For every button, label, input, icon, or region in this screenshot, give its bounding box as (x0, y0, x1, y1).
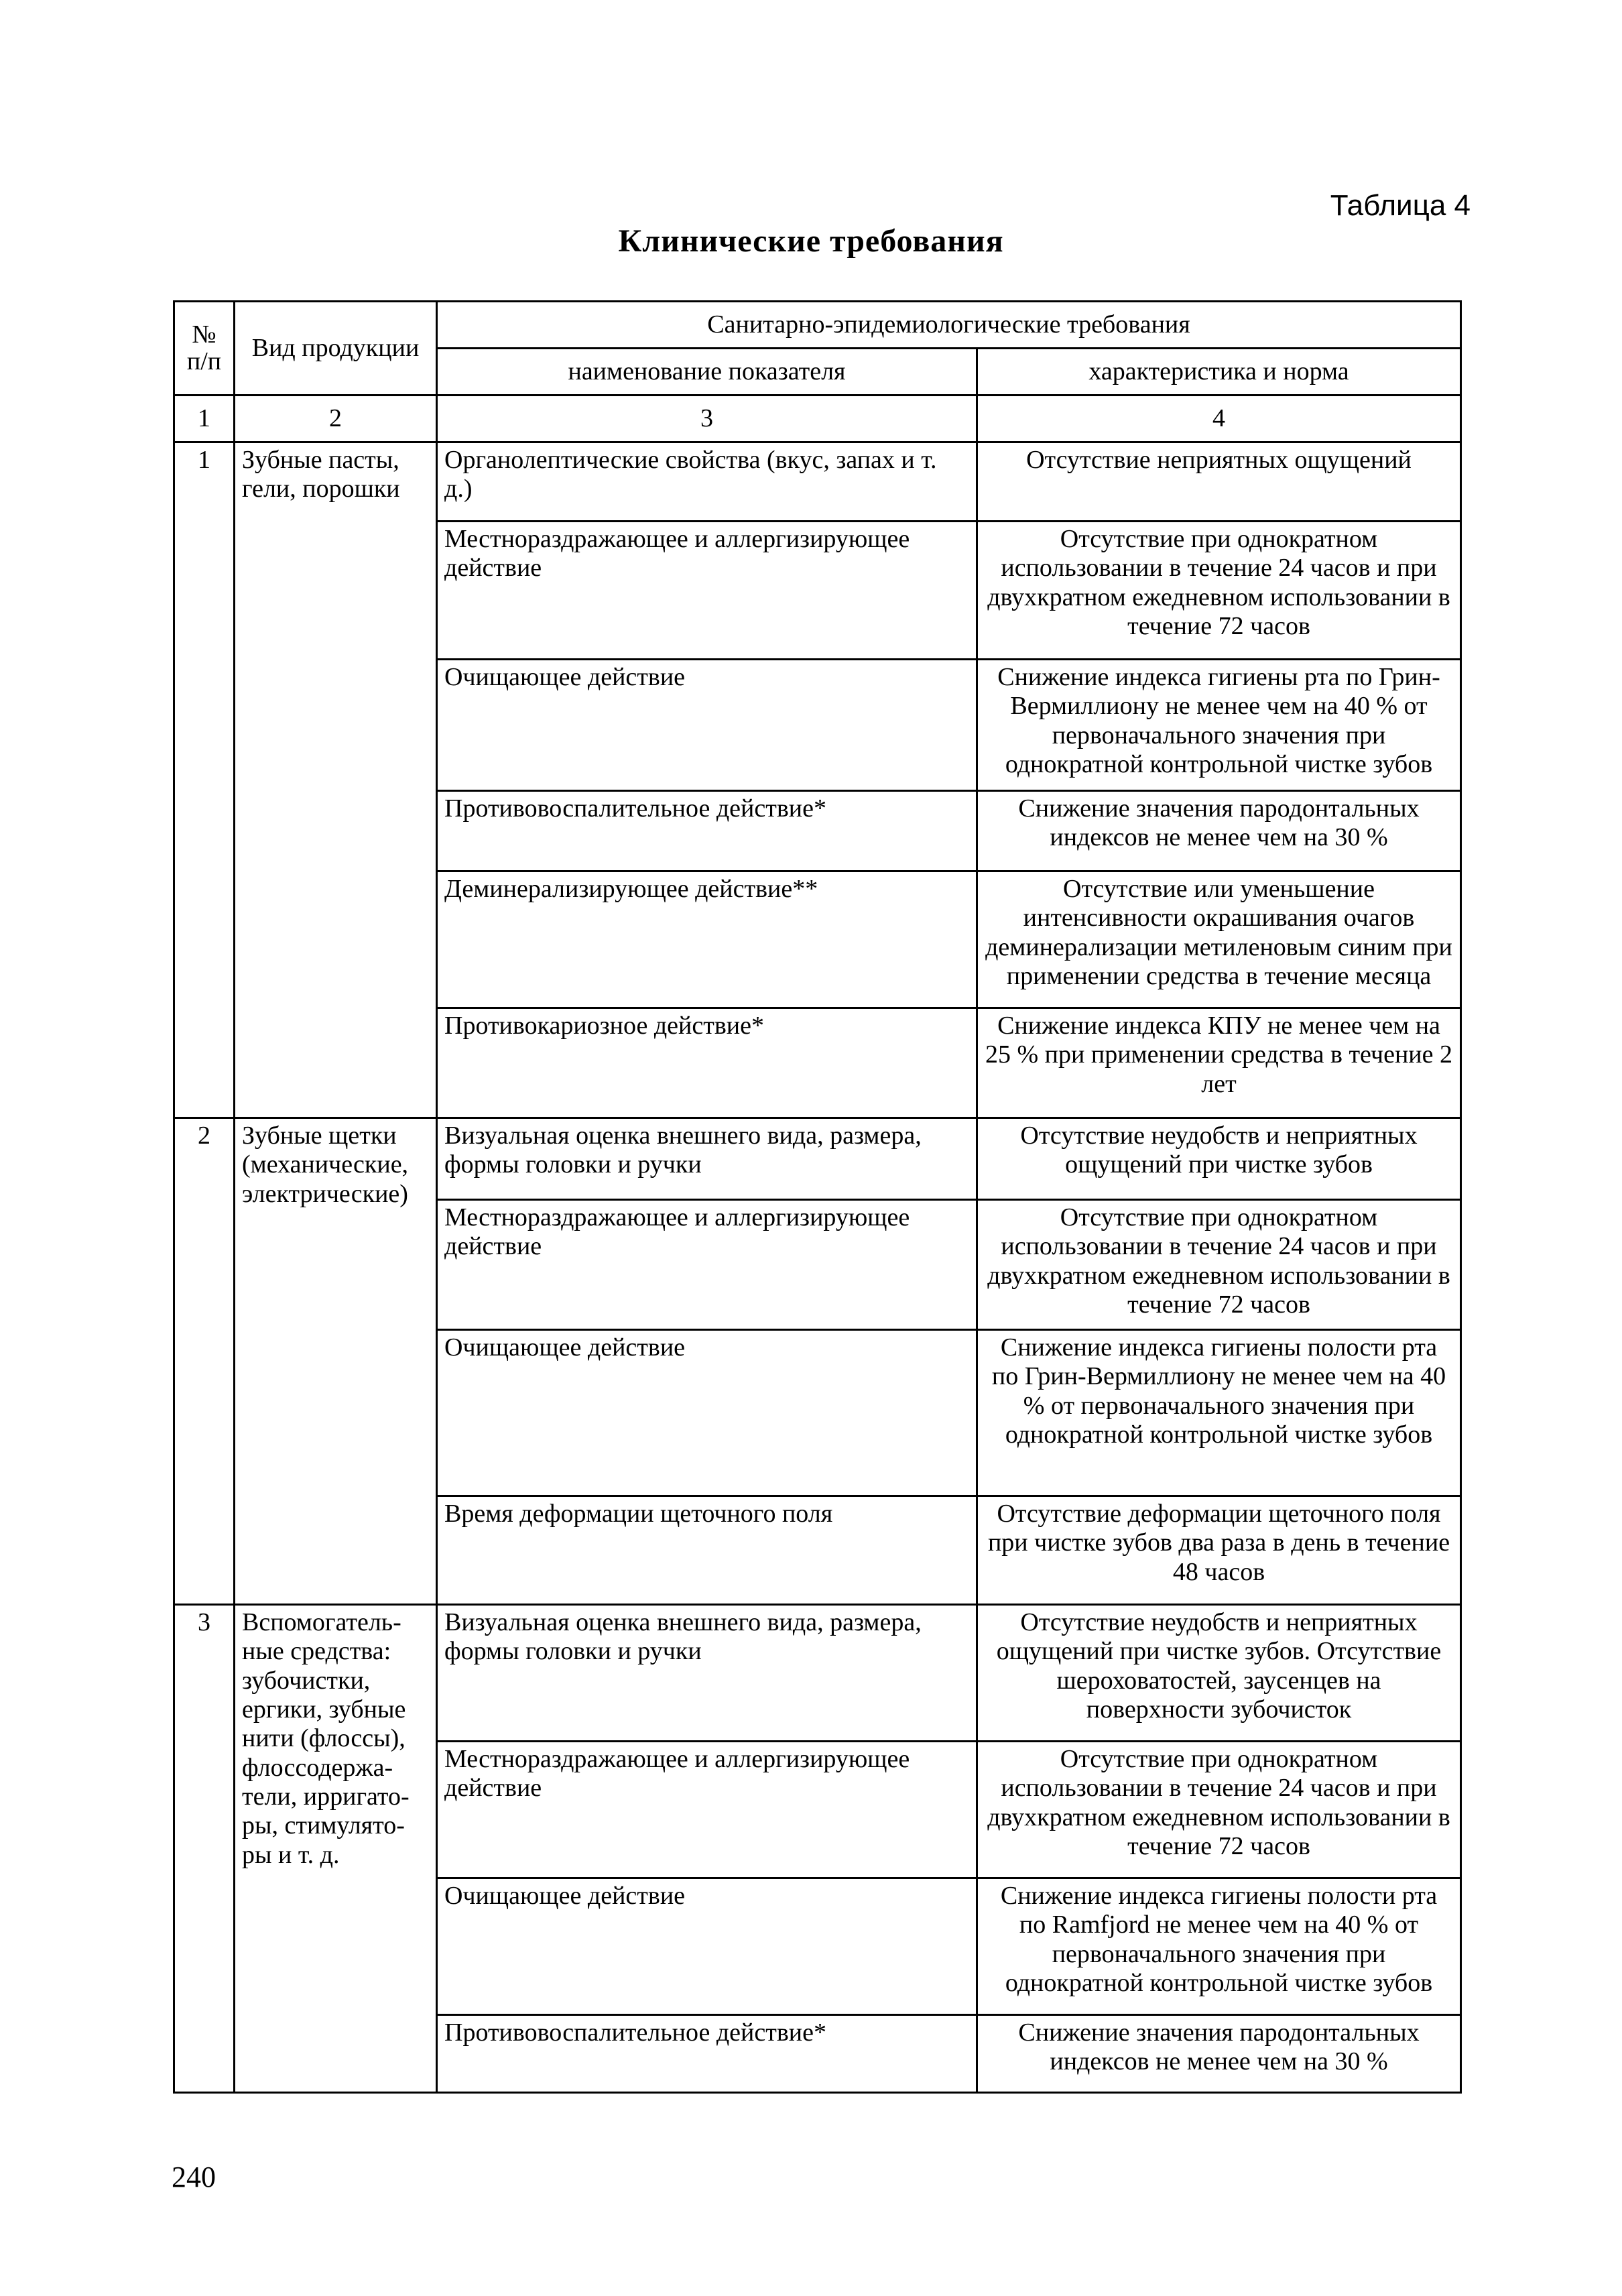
product-type: Зубные щетки (механические, электрические) (235, 1118, 437, 1605)
header-num: № п/п (174, 302, 235, 396)
indicator-name: Местнораздражающее и аллергизирующее действие (437, 1742, 977, 1878)
norm-text: Отсутствие при однократном использовании в течение 24 часов и при двухкратном ежедневном использовании в течение 72 часов (977, 1200, 1461, 1330)
table-row (174, 442, 1461, 522)
indicator-name: Органолептические свойства (вкус, запах и т. д.) (437, 442, 977, 522)
norm-text: Снижение значения пародонтальных индексов не менее чем на 30 % (977, 791, 1461, 871)
table-label: Таблица 4 (1330, 189, 1471, 222)
page-number: 240 (172, 2161, 216, 2193)
indicator-name: Местнораздражающее и аллергизирующее действие (437, 522, 977, 660)
column-number: 4 (977, 396, 1461, 442)
product-type: Вспомогатель- ные средства: зубочистки, ергики, зубные нити (флоссы), флоссодержа- тели, ирригато- ры, стимулято- ры и т. д. (235, 1605, 437, 2093)
norm-text: Отсутствие неудобств и неприятных ощущений при чистке зубов. Отсутствие шероховатостей, заусенцев на поверхности зубочисток (977, 1605, 1461, 1742)
norm-text: Отсутствие или уменьшение интенсивности окрашивания очагов деминерализации метиленовым синим при применении средства в течение месяца (977, 871, 1461, 1008)
indicator-name: Противовоспалительное действие* (437, 791, 977, 871)
norm-text: Снижение индекса КПУ не менее чем на 25 % при применении средства в течение 2 лет (977, 1008, 1461, 1118)
norm-text: Снижение индекса гигиены полости рта по Ramfjord не менее чем на 40 % от первоначального значения при однократной контрольной чистке зубов (977, 1878, 1461, 2015)
product-type: Зубные пасты, гели, порошки (235, 442, 437, 1118)
norm-text: Снижение индекса гигиены рта по Грин-Вермиллиону не менее чем на 40 % от первоначального значения при однократной контрольной чистке зубов (977, 660, 1461, 791)
norm-text: Снижение значения пародонтальных индексов не менее чем на 30 % (977, 2015, 1461, 2093)
indicator-name: Деминерализирующее действие** (437, 871, 977, 1008)
column-number: 3 (437, 396, 977, 442)
indicator-name: Время деформации щеточного поля (437, 1496, 977, 1605)
column-number: 2 (235, 396, 437, 442)
indicator-name: Противовоспалительное действие* (437, 2015, 977, 2093)
indicator-name: Визуальная оценка внешнего вида, размера, формы головки и ручки (437, 1605, 977, 1742)
indicator-name: Визуальная оценка внешнего вида, размера, формы головки и ручки (437, 1118, 977, 1200)
header-group: Санитарно-эпидемиологические требования (437, 302, 1461, 349)
norm-text: Отсутствие при однократном использовании в течение 24 часов и при двухкратном ежедневном использовании в течение 72 часов (977, 522, 1461, 660)
header-norm: характеристика и норма (977, 349, 1461, 396)
table-title: Клинические требования (618, 223, 1004, 259)
table-row (174, 1605, 1461, 1742)
row-number: 1 (174, 442, 235, 1118)
indicator-name: Противокариозное действие* (437, 1008, 977, 1118)
norm-text: Отсутствие при однократном использовании в течение 24 часов и при двухкратном ежедневном использовании в течение 72 часов (977, 1742, 1461, 1878)
norm-text: Отсутствие деформации щеточного поля при чистке зубов два раза в день в течение 48 часов (977, 1496, 1461, 1605)
norm-text: Отсутствие неприятных ощущений (977, 442, 1461, 522)
norm-text: Отсутствие неудобств и неприятных ощущений при чистке зубов (977, 1118, 1461, 1200)
table-row (174, 1118, 1461, 1200)
header-indicator: наименование показателя (437, 349, 977, 396)
norm-text: Снижение индекса гигиены полости рта по Грин-Вермиллиону не менее чем на 40 % от первоначального значения при однократной контрольной чистке зубов (977, 1330, 1461, 1496)
header-product: Вид продукции (235, 302, 437, 396)
indicator-name: Очищающее действие (437, 660, 977, 791)
row-number: 3 (174, 1605, 235, 2093)
clinical-requirements-table (173, 300, 1462, 2094)
indicator-name: Местнораздражающее и аллергизирующее действие (437, 1200, 977, 1330)
indicator-name: Очищающее действие (437, 1330, 977, 1496)
row-number: 2 (174, 1118, 235, 1605)
column-number: 1 (174, 396, 235, 442)
indicator-name: Очищающее действие (437, 1878, 977, 2015)
